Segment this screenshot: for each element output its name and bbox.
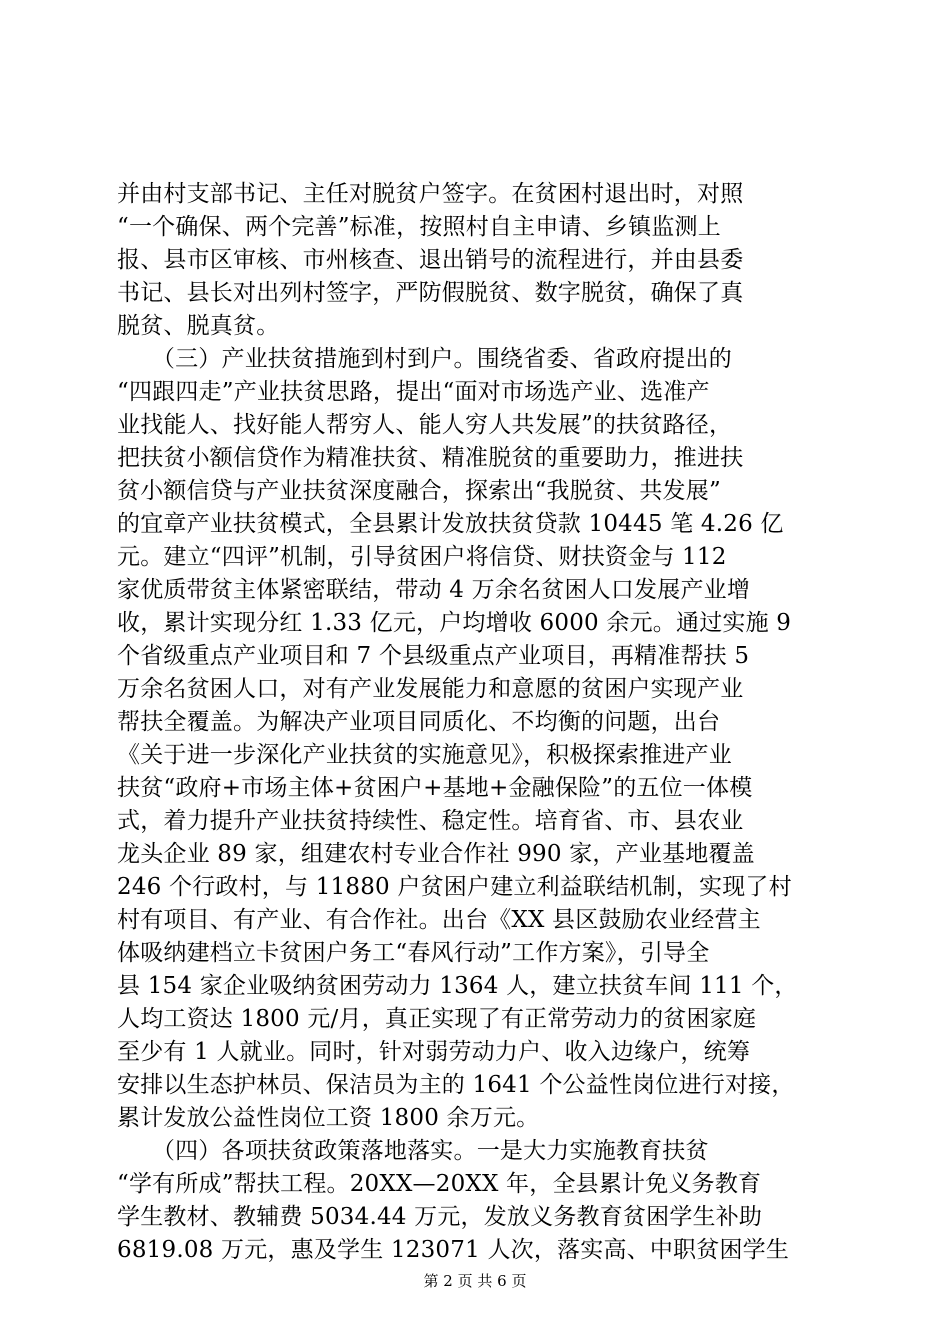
text-line: “学有所成”帮扶工程。20XX—20XX 年，全县累计免义务教育 xyxy=(117,1171,762,1197)
text-line: 元。建立“四评”机制，引导贫困户将信贷、财扶资金与 112 xyxy=(117,544,727,570)
text-line: 并由村支部书记、主任对脱贫户签字。在贫困村退出时，对照 xyxy=(117,181,744,207)
text-line: （四）各项扶贫政策落地落实。一是大力实施教育扶贫 xyxy=(117,1138,709,1164)
text-line: 安排以生态护林员、保洁员为主的 1641 个公益性岗位进行对接， xyxy=(117,1072,795,1098)
text-line: 收，累计实现分红 1.33 亿元，户均增收 6000 余元。通过实施 9 xyxy=(117,610,792,636)
text-line: 龙头企业 89 家，组建农村专业合作社 990 家，产业基地覆盖 xyxy=(117,841,755,867)
text-line: 脱贫、脱真贫。 xyxy=(117,313,280,339)
text-line: 体吸纳建档立卡贫困户务工“春风行动”工作方案》，引导全 xyxy=(117,940,710,966)
text-line: 报、县市区审核、市州核查、退出销号的流程进行，并由县委 xyxy=(117,247,744,273)
text-line: 学生教材、教辅费 5034.44 万元，发放义务教育贫困学生补助 xyxy=(117,1204,763,1230)
text-line: 家优质带贫主体紧密联结，带动 4 万余名贫困人口发展产业增 xyxy=(117,577,751,603)
text-line: 6819.08 万元，惠及学生 123071 人次，落实高、中职贫困学生 xyxy=(117,1237,790,1263)
text-line: 扶贫“政府+市场主体+贫困户+基地+金融保险”的五位一体模 xyxy=(117,775,753,801)
text-line: “一个确保、两个完善”标准，按照村自主申请、乡镇监测上 xyxy=(117,214,721,240)
text-line: 业找能人、找好能人帮穷人、能人穷人共发展”的扶贫路径， xyxy=(117,412,733,438)
text-line: 人均工资达 1800 元/月，真正实现了有正常劳动力的贫困家庭 xyxy=(117,1006,757,1032)
page-footer: 第 2 页 共 6 页 xyxy=(423,1272,527,1290)
text-line: 村有项目、有产业、有合作社。出台《XX 县区鼓励农业经营主 xyxy=(117,907,761,933)
body-text xyxy=(117,178,837,1267)
text-line: 帮扶全覆盖。为解决产业项目同质化、不均衡的问题，出台 xyxy=(117,709,721,735)
text-line: 县 154 家企业吸纳贫困劳动力 1364 人，建立扶贫车间 111 个， xyxy=(117,973,798,999)
text-line: （三）产业扶贫措施到村到户。围绕省委、省政府提出的 xyxy=(117,346,732,372)
text-line: 式，着力提升产业扶贫持续性、稳定性。培育省、市、县农业 xyxy=(117,808,744,834)
text-line: 的宜章产业扶贫模式，全县累计发放扶贫贷款 10445 笔 4.26 亿 xyxy=(117,511,784,537)
text-line: 贫小额信贷与产业扶贫深度融合，探索出“我脱贫、共发展” xyxy=(117,478,721,504)
text-line: “四跟四走”产业扶贫思路，提出“面对市场选产业、选准产 xyxy=(117,379,710,405)
text-line: 个省级重点产业项目和 7 个县级重点产业项目，再精准帮扶 5 xyxy=(117,643,750,669)
text-line: 《关于进一步深化产业扶贫的实施意见》，积极探索推进产业 xyxy=(117,742,732,768)
text-line: 246 个行政村，与 11880 户贫困户建立利益联结机制，实现了村 xyxy=(117,874,792,900)
text-line: 累计发放公益性岗位工资 1800 余万元。 xyxy=(117,1105,540,1131)
text-line: 至少有 1 人就业。同时，针对弱劳动力户、收入边缘户，统筹 xyxy=(117,1039,751,1065)
text-line: 万余名贫困人口，对有产业发展能力和意愿的贫困户实现产业 xyxy=(117,676,744,702)
text-line: 书记、县长对出列村签字，严防假脱贫、数字脱贫，确保了真 xyxy=(117,280,744,306)
text-line: 把扶贫小额信贷作为精准扶贫、精准脱贫的重要助力，推进扶 xyxy=(117,445,744,471)
